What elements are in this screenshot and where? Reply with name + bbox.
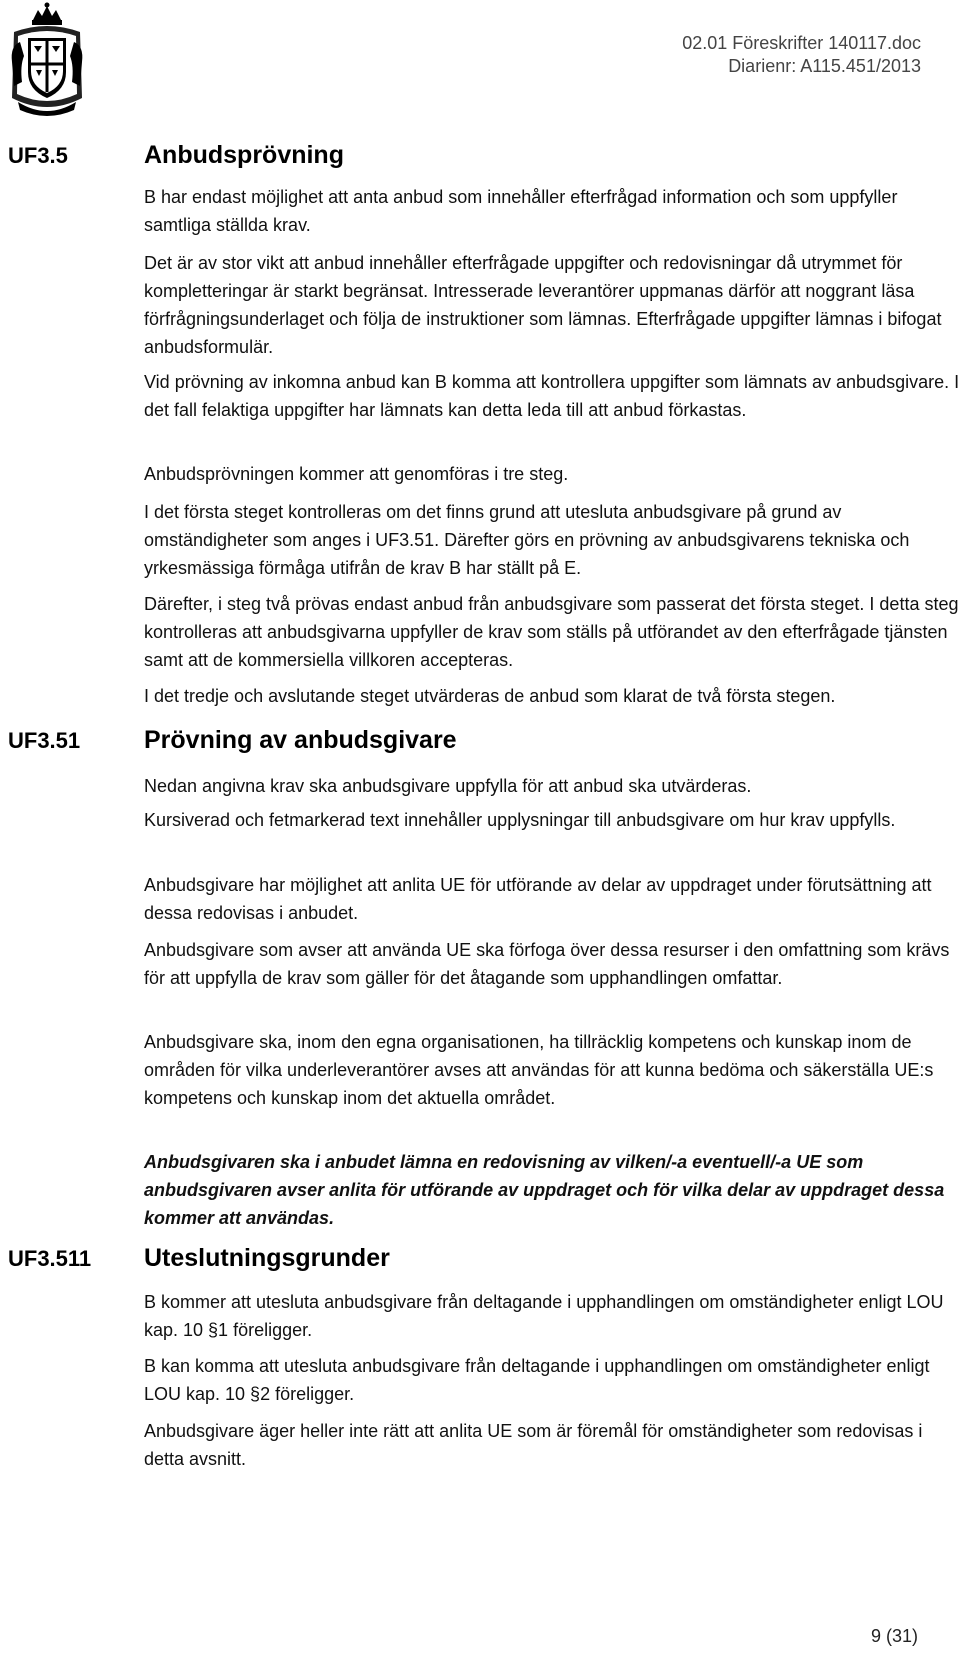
document-filename: 02.01 Föreskrifter 140117.doc bbox=[682, 33, 921, 53]
paragraph: Vid prövning av inkomna anbud kan B komma att kontrollera uppgifter som lämnats av anbudsgivare. I det fall felaktiga uppgifter har lämnats kan detta leda till att anbud förkastas. bbox=[144, 372, 960, 420]
section-title: Prövning av anbudsgivare bbox=[144, 726, 457, 754]
paragraph: Anbudsgivare äger heller inte rätt att anlita UE som är föremål för omständigheter som redovisas i detta avsnitt. bbox=[144, 1421, 923, 1469]
paragraph: B har endast möjlighet att anta anbud som innehåller efterfrågad information och som uppfyller samtliga ställda krav. bbox=[144, 187, 898, 235]
section-number: UF3.5 bbox=[8, 143, 68, 168]
page-number: 9 (31) bbox=[870, 1626, 918, 1646]
paragraph: Anbudsprövningen kommer att genomföras i tre steg. bbox=[144, 464, 569, 484]
section-number: UF3.51 bbox=[8, 728, 81, 753]
emphasized-paragraph: Anbudsgivaren ska i anbudet lämna en redovisning av vilken/-a eventuell/-a UE som anbudsgivaren avser anlita för utförande av uppdraget och för vilka delar av uppdraget dessa kommer att användas. bbox=[144, 1152, 945, 1228]
paragraph: Därefter, i steg två prövas endast anbud från anbudsgivare som passerat det första steget. I detta steg kontrolleras att anbudsgivarna uppfyller de krav som ställs på utförandet av den efterfrågade tjänsten samt att de kommersiella villkoren accepteras. bbox=[144, 594, 959, 670]
paragraph: I det tredje och avslutande steget utvärderas de anbud som klarat de två första stegen. bbox=[144, 686, 836, 706]
paragraph: Nedan angivna krav ska anbudsgivare uppfylla för att anbud ska utvärderas. bbox=[144, 776, 752, 796]
coat-of-arms-logo bbox=[8, 2, 86, 120]
section-title: Uteslutningsgrunder bbox=[144, 1244, 390, 1272]
paragraph: B kommer att utesluta anbudsgivare från deltagande i upphandlingen om omständigheter enligt LOU kap. 10 §1 föreligger. bbox=[144, 1292, 944, 1340]
document-diarienr: Diarienr: A115.451/2013 bbox=[728, 56, 921, 76]
paragraph: Kursiverad och fetmarkerad text innehåller upplysningar till anbudsgivare om hur krav uppfylls. bbox=[144, 810, 896, 830]
section-title: Anbudsprövning bbox=[144, 141, 344, 169]
paragraph: Anbudsgivare som avser att använda UE ska förfoga över dessa resurser i den omfattning som krävs för att uppfylla de krav som gäller för det åtagande som upphandlingen omfattar. bbox=[144, 940, 950, 988]
section-number: UF3.511 bbox=[8, 1246, 92, 1271]
paragraph: I det första steget kontrolleras om det finns grund att utesluta anbudsgivare på grund av omständigheter som anges i UF3.51. Därefter görs en prövning av anbudsgivarens tekniska och yrkesmässiga förmåga utifrån de krav B har ställt på E. bbox=[144, 502, 910, 578]
paragraph: Det är av stor vikt att anbud innehåller efterfrågade uppgifter och redovisningar då utrymmet för kompletteringar är starkt begränsat. Intresserade leverantörer uppmanas därför att noggrant läsa förfrågningsunderlaget och följa de instruktioner som lämnas. Efterfrågade uppgifter lämnas i bifogat anbudsformulär. bbox=[144, 253, 942, 357]
document-reference bbox=[682, 32, 921, 78]
paragraph: Anbudsgivare har möjlighet att anlita UE för utförande av delar av uppdraget under förutsättning att dessa redovisas i anbudet. bbox=[144, 875, 932, 923]
paragraph: Anbudsgivare ska, inom den egna organisationen, ha tillräcklig kompetens och kunskap inom de områden för vilka underleverantörer avses att användas för att kunna bedöma och säkerställa UE:s kompetens och kunskap inom det aktuella området. bbox=[144, 1032, 934, 1108]
paragraph: B kan komma att utesluta anbudsgivare från deltagande i upphandlingen om omständigheter enligt LOU kap. 10 §2 föreligger. bbox=[144, 1356, 930, 1404]
